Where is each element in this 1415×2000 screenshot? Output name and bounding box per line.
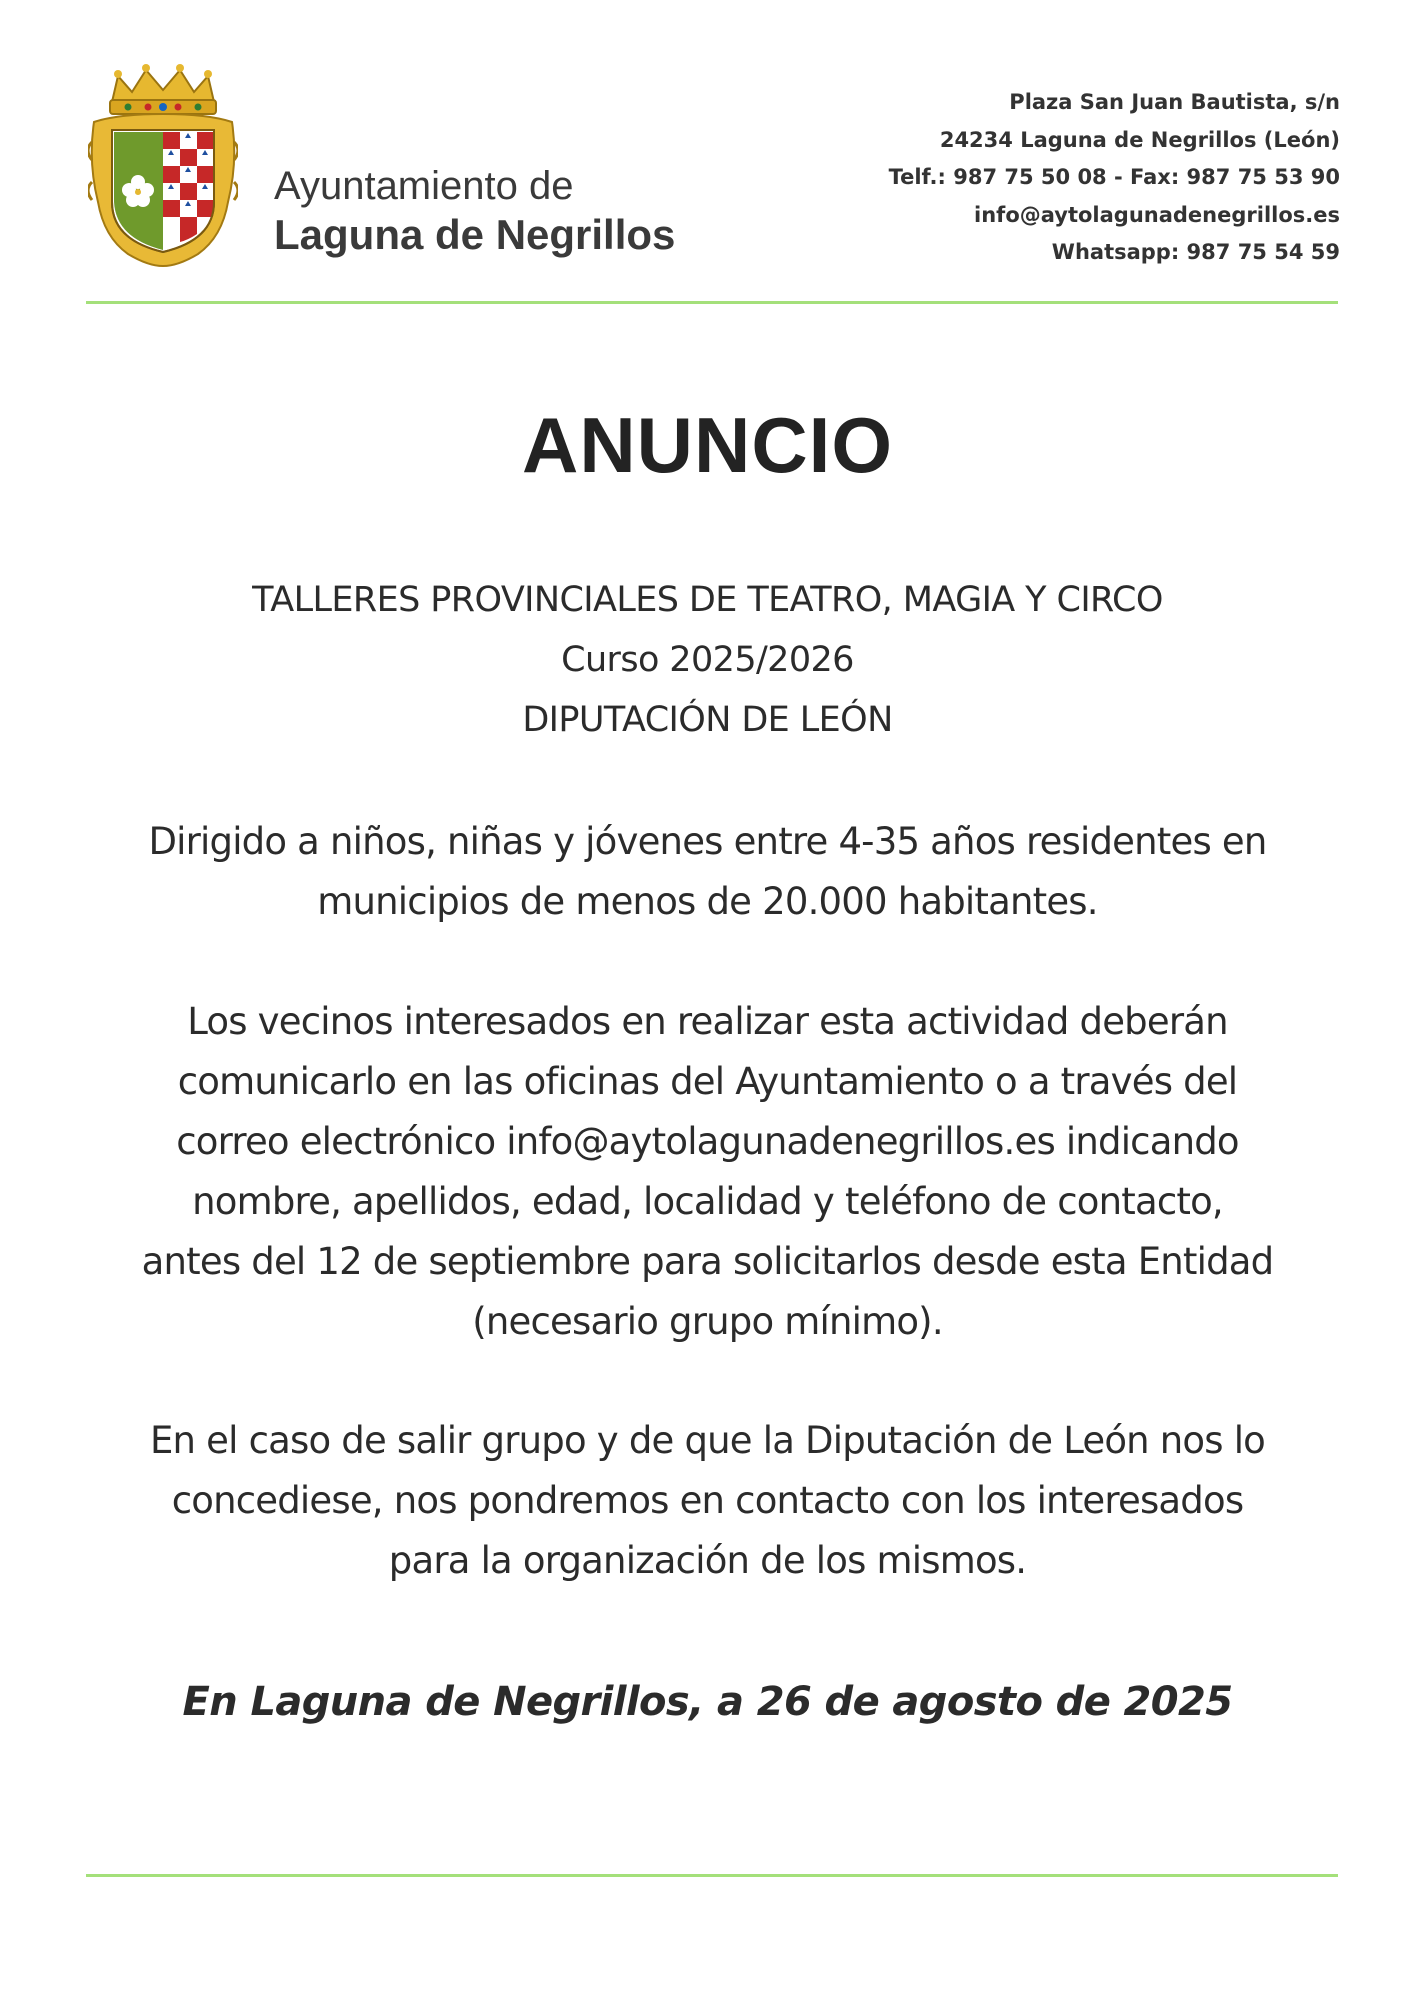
paragraph-line: nombre, apellidos, edad, localidad y teléfono de contacto, [192, 1180, 1223, 1223]
organization-name-line2: Laguna de Negrillos [274, 211, 676, 258]
paragraph-line: concediese, nos pondremos en contacto con los interesados [171, 1479, 1244, 1522]
contact-phone-fax: Telf.: 987 75 50 08 - Fax: 987 75 53 90 [888, 165, 1340, 189]
paragraph-line: para la organización de los mismos. [388, 1539, 1027, 1582]
paragraph-line: Dirigido a niños, niñas y jóvenes entre 4-35 años residentes en [148, 820, 1267, 863]
notice-subtitle [80, 570, 1335, 750]
header-divider [86, 301, 1338, 304]
contact-block [780, 84, 1340, 272]
paragraph-line: (necesario grupo mínimo). [472, 1300, 943, 1343]
notice-title: ANUNCIO [522, 401, 893, 489]
paragraph-contact-info [80, 1411, 1335, 1591]
paragraph-eligibility [80, 812, 1335, 932]
contact-postal: 24234 Laguna de Negrillos (León) [939, 127, 1340, 152]
paragraph-line: municipios de menos de 20.000 habitantes. [317, 880, 1098, 923]
paragraph-line: comunicarlo en las oficinas del Ayuntamiento o a través del [177, 1060, 1238, 1103]
contact-whatsapp: Whatsapp: 987 75 54 59 [1051, 240, 1340, 264]
paragraph-line: antes del 12 de septiembre para solicitarlos desde esta Entidad [141, 1240, 1274, 1283]
subtitle-line: TALLERES PROVINCIALES DE TEATRO, MAGIA Y CIRCO [252, 580, 1163, 620]
subtitle-line: Curso 2025/2026 [561, 640, 854, 680]
place-and-date: En Laguna de Negrillos, a 26 de agosto de 2025 [182, 1679, 1233, 1725]
footer-divider [86, 1874, 1338, 1877]
contact-email: info@aytolagunadenegrillos.es [974, 202, 1340, 227]
subtitle-line: DIPUTACIÓN DE LEÓN [522, 700, 893, 740]
paragraph-line: Los vecinos interesados en realizar esta actividad deberán [187, 1000, 1228, 1043]
paragraph-line: En el caso de salir grupo y de que la Diputación de León nos lo [149, 1419, 1266, 1462]
coat-of-arms-icon [88, 62, 238, 267]
paragraph-line: correo electrónico info@aytolagunadenegrillos.es indicando [176, 1120, 1239, 1163]
organization-name [274, 162, 794, 260]
organization-name-line1: Ayuntamiento de [274, 164, 574, 208]
paragraph-registration [80, 992, 1335, 1352]
contact-address: Plaza San Juan Bautista, s/n [1009, 90, 1340, 114]
crown-icon [110, 64, 216, 114]
letterhead [88, 62, 1340, 282]
